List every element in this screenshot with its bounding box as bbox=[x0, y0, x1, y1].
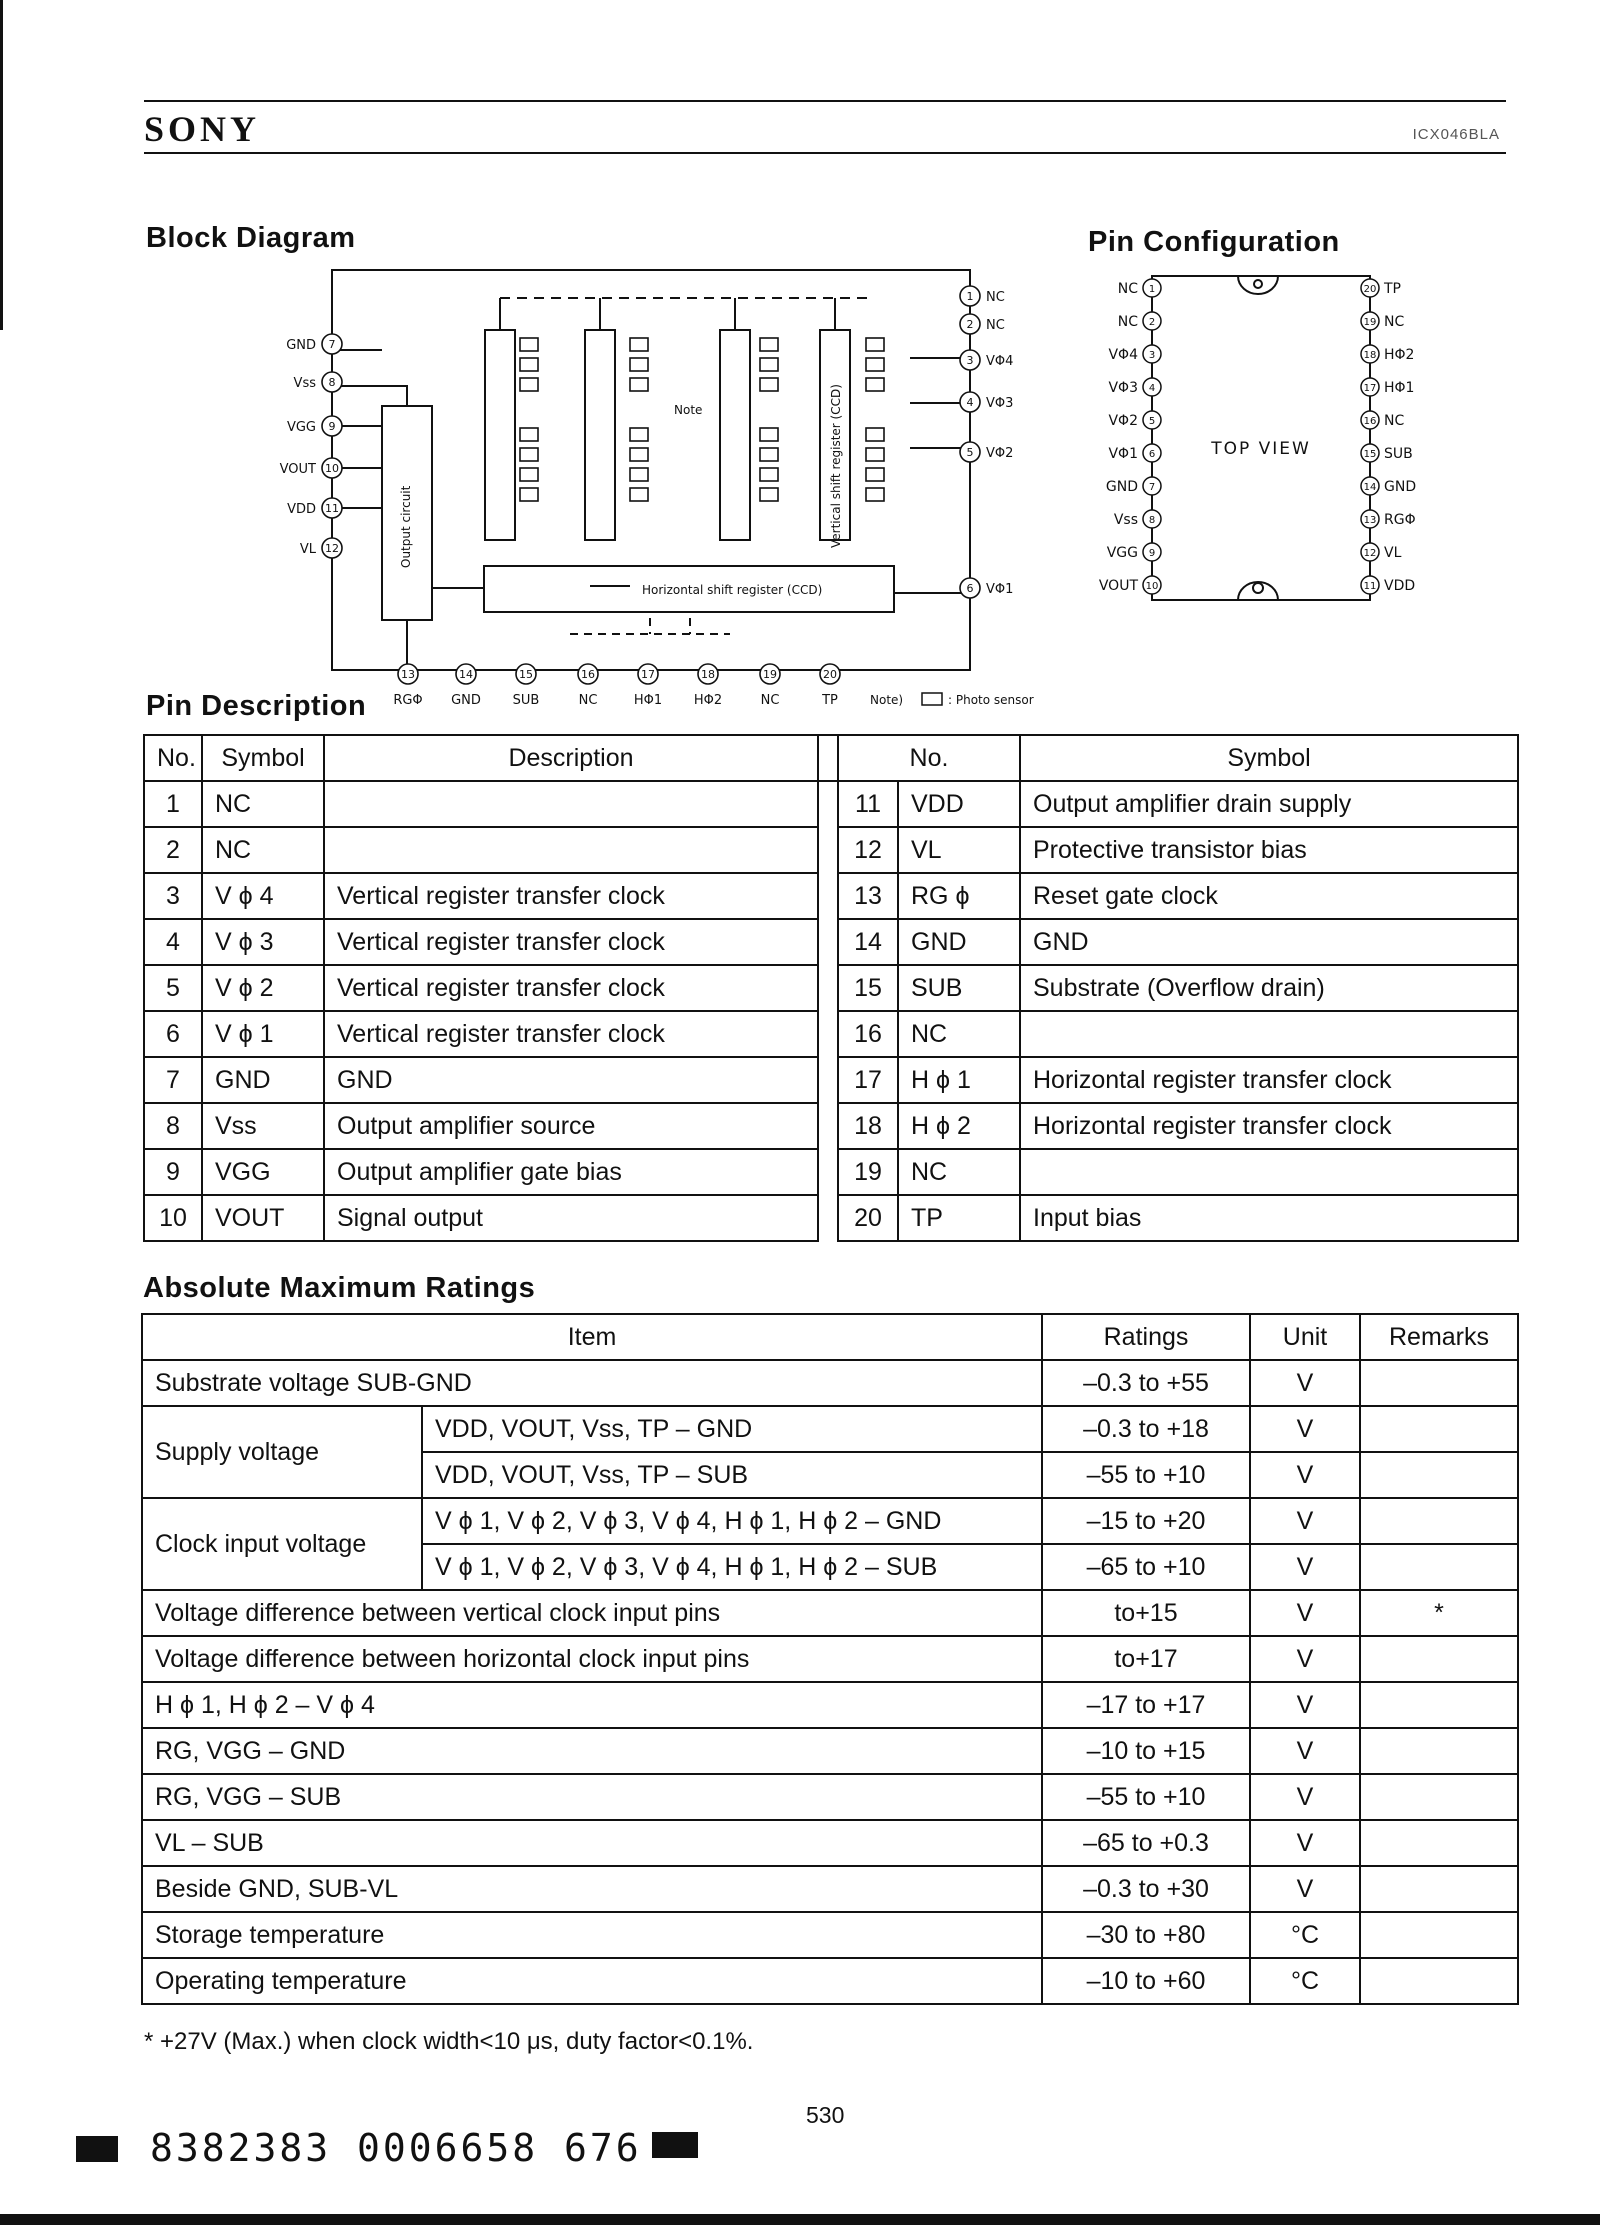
rating-unit: V bbox=[1250, 1590, 1360, 1636]
pin-description: Signal output bbox=[324, 1195, 818, 1241]
rating-row bbox=[142, 1728, 1518, 1774]
rating-item: Operating temperature bbox=[142, 1958, 1042, 2004]
pin-symbol: NC bbox=[898, 1011, 1020, 1057]
rating-row bbox=[142, 1682, 1518, 1728]
column-gap bbox=[818, 1103, 838, 1149]
pin-description: Vertical register transfer clock bbox=[324, 919, 818, 965]
left-edge-mark bbox=[0, 0, 3, 330]
pin-number: 5 bbox=[144, 965, 202, 1011]
rating-row bbox=[142, 1866, 1518, 1912]
rating-row bbox=[142, 1590, 1518, 1636]
pin-symbol: V ϕ 4 bbox=[202, 873, 324, 919]
column-gap bbox=[818, 919, 838, 965]
top-rule bbox=[144, 100, 1506, 102]
pin-symbol: SUB bbox=[898, 965, 1020, 1011]
svg-text:VΦ2: VΦ2 bbox=[986, 446, 1014, 461]
pin-row bbox=[144, 1149, 1518, 1195]
pin-symbol: V ϕ 1 bbox=[202, 1011, 324, 1057]
rating-row bbox=[142, 1912, 1518, 1958]
rating-row bbox=[142, 1820, 1518, 1866]
pin-number: 8 bbox=[144, 1103, 202, 1149]
rating-item: Voltage difference between vertical clock input pins bbox=[142, 1590, 1042, 1636]
svg-text:VL: VL bbox=[299, 542, 316, 557]
pin-configuration-title: Pin Configuration bbox=[1088, 226, 1340, 258]
rating-value: –65 to +10 bbox=[1042, 1544, 1250, 1590]
rating-unit: V bbox=[1250, 1452, 1360, 1498]
column-gap bbox=[818, 781, 838, 827]
svg-text:VΦ2: VΦ2 bbox=[1108, 413, 1138, 429]
rating-unit: V bbox=[1250, 1774, 1360, 1820]
svg-text:NC: NC bbox=[1384, 314, 1405, 330]
svg-text:14: 14 bbox=[459, 668, 473, 681]
svg-text:NC: NC bbox=[986, 290, 1005, 305]
rating-remarks bbox=[1360, 1360, 1518, 1406]
svg-text:7: 7 bbox=[1148, 482, 1156, 493]
pin-description: Horizontal register transfer clock bbox=[1020, 1057, 1518, 1103]
pin-description: Input bias bbox=[1020, 1195, 1518, 1241]
page-number: 530 bbox=[806, 2102, 845, 2128]
rating-unit: V bbox=[1250, 1636, 1360, 1682]
top-view-label: TOP VIEW bbox=[1211, 439, 1311, 459]
svg-text:16: 16 bbox=[1363, 416, 1377, 427]
rating-row bbox=[142, 1958, 1518, 2004]
rating-value: –17 to +17 bbox=[1042, 1682, 1250, 1728]
pin-description-header: No. Symbol Description No. Symbol bbox=[144, 735, 1518, 781]
rating-value: –10 to +15 bbox=[1042, 1728, 1250, 1774]
rating-value: –30 to +80 bbox=[1042, 1912, 1250, 1958]
rating-condition: V ϕ 1, V ϕ 2, V ϕ 3, V ϕ 4, H ϕ 1, H ϕ 2 – SUB bbox=[422, 1544, 1042, 1590]
rating-value: –65 to +0.3 bbox=[1042, 1820, 1250, 1866]
pin-number: 4 bbox=[144, 919, 202, 965]
pin-row bbox=[144, 873, 1518, 919]
horizontal-register-label: Horizontal shift register (CCD) bbox=[642, 583, 823, 597]
rating-row bbox=[142, 1636, 1518, 1682]
svg-text:VΦ3: VΦ3 bbox=[1108, 380, 1138, 396]
svg-text:VGG: VGG bbox=[1106, 545, 1138, 561]
pin-number: 11 bbox=[838, 781, 898, 827]
chip-outline bbox=[1152, 276, 1370, 600]
svg-text:6: 6 bbox=[1148, 449, 1156, 460]
rating-unit: V bbox=[1250, 1406, 1360, 1452]
svg-text:4: 4 bbox=[966, 396, 974, 409]
pin-number: 10 bbox=[144, 1195, 202, 1241]
block-diagram-title: Block Diagram bbox=[146, 222, 356, 254]
column-gap bbox=[818, 1149, 838, 1195]
svg-text:16: 16 bbox=[581, 668, 595, 681]
pin-row bbox=[144, 1103, 1518, 1149]
rating-condition: V ϕ 1, V ϕ 2, V ϕ 3, V ϕ 4, H ϕ 1, H ϕ 2 – GND bbox=[422, 1498, 1042, 1544]
vertical-register-label: Vertical shift register (CCD) bbox=[829, 384, 843, 548]
barcode-number: 8382383 0006658 676 bbox=[150, 2126, 642, 2170]
svg-text:NC: NC bbox=[1117, 281, 1138, 297]
brand-logo: SONY bbox=[144, 109, 261, 149]
svg-text:HΦ1: HΦ1 bbox=[633, 693, 663, 708]
svg-text:11: 11 bbox=[1363, 581, 1377, 592]
pin-row bbox=[144, 1011, 1518, 1057]
rating-value: –55 to +10 bbox=[1042, 1774, 1250, 1820]
svg-text:9: 9 bbox=[1148, 548, 1156, 559]
rating-value: –0.3 to +18 bbox=[1042, 1406, 1250, 1452]
pin-description: Output amplifier drain supply bbox=[1020, 781, 1518, 827]
pin-symbol: RG ϕ bbox=[898, 873, 1020, 919]
rating-value: to+15 bbox=[1042, 1590, 1250, 1636]
rating-unit: °C bbox=[1250, 1958, 1360, 2004]
svg-text:VDD: VDD bbox=[287, 502, 316, 517]
svg-text:15: 15 bbox=[1363, 449, 1377, 460]
pin-number: 14 bbox=[838, 919, 898, 965]
pin-description: Output amplifier gate bias bbox=[324, 1149, 818, 1195]
block-diagram bbox=[270, 258, 1070, 718]
rating-remarks bbox=[1360, 1636, 1518, 1682]
svg-text:19: 19 bbox=[763, 668, 777, 681]
rating-row bbox=[142, 1406, 1518, 1452]
rating-item: Supply voltage bbox=[142, 1406, 422, 1498]
rating-item: H ϕ 1, H ϕ 2 – V ϕ 4 bbox=[142, 1682, 1042, 1728]
svg-text:1: 1 bbox=[1148, 284, 1156, 295]
svg-text:HΦ1: HΦ1 bbox=[1384, 380, 1415, 396]
pin-description-table bbox=[143, 734, 1519, 1242]
svg-text:5: 5 bbox=[1148, 416, 1156, 427]
pin-symbol: GND bbox=[898, 919, 1020, 965]
rating-remarks: * bbox=[1360, 1590, 1518, 1636]
svg-text:VDD: VDD bbox=[1384, 578, 1416, 594]
svg-text:NC: NC bbox=[578, 693, 598, 708]
rating-unit: V bbox=[1250, 1820, 1360, 1866]
rating-remarks bbox=[1360, 1452, 1518, 1498]
bd-pin-gnd: GND bbox=[286, 338, 316, 353]
rating-row bbox=[142, 1498, 1518, 1544]
ratings-title: Absolute Maximum Ratings bbox=[143, 1272, 536, 1304]
rating-unit: V bbox=[1250, 1360, 1360, 1406]
pin-number: 1 bbox=[144, 781, 202, 827]
rating-condition: VDD, VOUT, Vss, TP – SUB bbox=[422, 1452, 1042, 1498]
svg-text:SUB: SUB bbox=[1384, 446, 1413, 462]
ratings-footnote: * +27V (Max.) when clock width<10 μs, duty factor<0.1%. bbox=[144, 2028, 754, 2055]
pin-symbol: VDD bbox=[898, 781, 1020, 827]
pin-number: 17 bbox=[838, 1057, 898, 1103]
pin-number: 15 bbox=[838, 965, 898, 1011]
pin-row bbox=[144, 919, 1518, 965]
svg-text:VGG: VGG bbox=[286, 420, 316, 435]
pin-number: 20 bbox=[838, 1195, 898, 1241]
pin-symbol: VL bbox=[898, 827, 1020, 873]
pin-symbol: V ϕ 3 bbox=[202, 919, 324, 965]
rating-remarks bbox=[1360, 1406, 1518, 1452]
pin-description bbox=[1020, 1011, 1518, 1057]
rating-unit: °C bbox=[1250, 1912, 1360, 1958]
rating-unit: V bbox=[1250, 1866, 1360, 1912]
svg-text:8: 8 bbox=[328, 376, 336, 389]
pin-symbol: VGG bbox=[202, 1149, 324, 1195]
svg-text:7: 7 bbox=[328, 338, 336, 351]
photo-sensor-legend: : Photo sensor bbox=[948, 693, 1034, 707]
pin-description: Output amplifier source bbox=[324, 1103, 818, 1149]
column-gap bbox=[818, 827, 838, 873]
column-gap bbox=[818, 965, 838, 1011]
rating-remarks bbox=[1360, 1820, 1518, 1866]
rating-unit: V bbox=[1250, 1682, 1360, 1728]
pin-number: 12 bbox=[838, 827, 898, 873]
rating-remarks bbox=[1360, 1866, 1518, 1912]
pin-number: 19 bbox=[838, 1149, 898, 1195]
svg-text:TP: TP bbox=[1384, 281, 1401, 297]
svg-text:20: 20 bbox=[1363, 284, 1377, 295]
svg-text:VΦ3: VΦ3 bbox=[986, 396, 1014, 411]
output-circuit-label: Output circuit bbox=[399, 485, 413, 568]
pin-symbol: NC bbox=[898, 1149, 1020, 1195]
barcode-mark-left bbox=[76, 2136, 118, 2162]
ratings-table bbox=[141, 1313, 1519, 2005]
rating-value: to+17 bbox=[1042, 1636, 1250, 1682]
rating-row bbox=[142, 1360, 1518, 1406]
pin-description bbox=[1020, 1149, 1518, 1195]
svg-text:3: 3 bbox=[966, 354, 974, 367]
svg-text:Vss: Vss bbox=[1113, 512, 1138, 528]
part-number: ICX046BLA bbox=[1412, 126, 1500, 143]
rating-remarks bbox=[1360, 1774, 1518, 1820]
svg-text:1: 1 bbox=[966, 290, 974, 303]
svg-text:SUB: SUB bbox=[512, 693, 540, 708]
rating-value: –15 to +20 bbox=[1042, 1498, 1250, 1544]
pin-description: Vertical register transfer clock bbox=[324, 965, 818, 1011]
svg-text:NC: NC bbox=[760, 693, 780, 708]
pin-description: Horizontal register transfer clock bbox=[1020, 1103, 1518, 1149]
bottom-rule bbox=[0, 2214, 1600, 2225]
svg-text:2: 2 bbox=[1148, 317, 1156, 328]
rating-item: Substrate voltage SUB-GND bbox=[142, 1360, 1042, 1406]
svg-text:11: 11 bbox=[325, 502, 339, 515]
svg-text:RGΦ: RGΦ bbox=[1384, 512, 1416, 528]
pin-row bbox=[144, 965, 1518, 1011]
pin-symbol: TP bbox=[898, 1195, 1020, 1241]
svg-text:NC: NC bbox=[1117, 314, 1138, 330]
ratings-header: Item Ratings Unit Remarks bbox=[142, 1314, 1518, 1360]
pin-symbol: H ϕ 2 bbox=[898, 1103, 1020, 1149]
rating-unit: V bbox=[1250, 1498, 1360, 1544]
pin-symbol: NC bbox=[202, 827, 324, 873]
pin-description: GND bbox=[324, 1057, 818, 1103]
svg-text:VOUT: VOUT bbox=[1098, 578, 1138, 594]
svg-text:12: 12 bbox=[325, 542, 339, 555]
svg-text:4: 4 bbox=[1148, 383, 1156, 394]
svg-text:VΦ1: VΦ1 bbox=[1108, 446, 1138, 462]
rating-remarks bbox=[1360, 1728, 1518, 1774]
rating-remarks bbox=[1360, 1498, 1518, 1544]
svg-text:19: 19 bbox=[1363, 317, 1377, 328]
header-rule bbox=[144, 152, 1506, 154]
pin-description: GND bbox=[1020, 919, 1518, 965]
svg-text:GND: GND bbox=[451, 693, 481, 708]
column-gap bbox=[818, 873, 838, 919]
pin-description: Vertical register transfer clock bbox=[324, 873, 818, 919]
note-marker: Note) bbox=[870, 693, 904, 707]
pin-row bbox=[144, 1057, 1518, 1103]
svg-text:VOUT: VOUT bbox=[279, 462, 316, 477]
svg-text:15: 15 bbox=[519, 668, 533, 681]
vertical-register-3 bbox=[720, 330, 750, 540]
pin-symbol: Vss bbox=[202, 1103, 324, 1149]
rating-value: –0.3 to +30 bbox=[1042, 1866, 1250, 1912]
pin-number: 3 bbox=[144, 873, 202, 919]
svg-text:17: 17 bbox=[1363, 383, 1377, 394]
svg-text:13: 13 bbox=[1363, 515, 1377, 526]
rating-item: RG, VGG – SUB bbox=[142, 1774, 1042, 1820]
svg-text:Vss: Vss bbox=[293, 376, 316, 391]
svg-text:GND: GND bbox=[1384, 479, 1417, 495]
rating-remarks bbox=[1360, 1958, 1518, 2004]
svg-text:GND: GND bbox=[1105, 479, 1138, 495]
rating-item: Beside GND, SUB-VL bbox=[142, 1866, 1042, 1912]
pin-number: 2 bbox=[144, 827, 202, 873]
svg-text:VL: VL bbox=[1384, 545, 1402, 561]
svg-text:HΦ2: HΦ2 bbox=[1384, 347, 1415, 363]
rating-item: Voltage difference between horizontal clock input pins bbox=[142, 1636, 1042, 1682]
svg-text:NC: NC bbox=[1384, 413, 1405, 429]
pin-description-title: Pin Description bbox=[146, 690, 367, 722]
svg-text:14: 14 bbox=[1363, 482, 1377, 493]
pin-description: Vertical register transfer clock bbox=[324, 1011, 818, 1057]
svg-text:18: 18 bbox=[701, 668, 715, 681]
pin-number: 9 bbox=[144, 1149, 202, 1195]
pin-row bbox=[144, 1195, 1518, 1241]
rating-item: Clock input voltage bbox=[142, 1498, 422, 1590]
svg-text:10: 10 bbox=[1145, 581, 1159, 592]
vertical-register-2 bbox=[585, 330, 615, 540]
pin-number: 6 bbox=[144, 1011, 202, 1057]
pin-row bbox=[144, 827, 1518, 873]
pin-description bbox=[324, 781, 818, 827]
svg-text:VΦ1: VΦ1 bbox=[986, 582, 1014, 597]
pin-symbol: GND bbox=[202, 1057, 324, 1103]
rating-unit: V bbox=[1250, 1728, 1360, 1774]
pin-number: 16 bbox=[838, 1011, 898, 1057]
svg-text:VΦ4: VΦ4 bbox=[986, 354, 1014, 369]
column-gap bbox=[818, 1011, 838, 1057]
rating-unit: V bbox=[1250, 1544, 1360, 1590]
pin-description: Reset gate clock bbox=[1020, 873, 1518, 919]
rating-value: –0.3 to +55 bbox=[1042, 1360, 1250, 1406]
pin-row bbox=[144, 781, 1518, 827]
svg-text:3: 3 bbox=[1148, 350, 1156, 361]
rating-value: –10 to +60 bbox=[1042, 1958, 1250, 2004]
svg-text:RGΦ: RGΦ bbox=[393, 693, 423, 708]
rating-item: VL – SUB bbox=[142, 1820, 1042, 1866]
pin-number: 18 bbox=[838, 1103, 898, 1149]
pin-configuration-diagram bbox=[1080, 268, 1460, 618]
svg-text:8: 8 bbox=[1148, 515, 1156, 526]
pin-symbol: NC bbox=[202, 781, 324, 827]
svg-text:17: 17 bbox=[641, 668, 655, 681]
svg-text:NC: NC bbox=[986, 318, 1005, 333]
svg-text:2: 2 bbox=[966, 318, 974, 331]
rating-item: RG, VGG – GND bbox=[142, 1728, 1042, 1774]
rating-row bbox=[142, 1774, 1518, 1820]
pin-number: 13 bbox=[838, 873, 898, 919]
svg-text:VΦ4: VΦ4 bbox=[1108, 347, 1138, 363]
pin-description bbox=[324, 827, 818, 873]
column-gap bbox=[818, 1057, 838, 1103]
pin-number: 7 bbox=[144, 1057, 202, 1103]
svg-text:5: 5 bbox=[966, 446, 974, 459]
note-label: Note bbox=[674, 403, 703, 417]
vertical-register-1 bbox=[485, 330, 515, 540]
svg-text:10: 10 bbox=[325, 462, 339, 475]
svg-text:HΦ2: HΦ2 bbox=[693, 693, 723, 708]
svg-text:12: 12 bbox=[1363, 548, 1377, 559]
rating-remarks bbox=[1360, 1912, 1518, 1958]
svg-text:18: 18 bbox=[1363, 350, 1377, 361]
rating-value: –55 to +10 bbox=[1042, 1452, 1250, 1498]
pin-symbol: V ϕ 2 bbox=[202, 965, 324, 1011]
column-gap bbox=[818, 1195, 838, 1241]
rating-item: Storage temperature bbox=[142, 1912, 1042, 1958]
rating-remarks bbox=[1360, 1682, 1518, 1728]
pin-symbol: VOUT bbox=[202, 1195, 324, 1241]
pin-description: Protective transistor bias bbox=[1020, 827, 1518, 873]
pin-symbol: H ϕ 1 bbox=[898, 1057, 1020, 1103]
pin-description: Substrate (Overflow drain) bbox=[1020, 965, 1518, 1011]
svg-text:20: 20 bbox=[823, 668, 837, 681]
rating-remarks bbox=[1360, 1544, 1518, 1590]
svg-text:13: 13 bbox=[401, 668, 415, 681]
barcode-mark-right bbox=[652, 2132, 698, 2158]
svg-text:9: 9 bbox=[328, 420, 336, 433]
svg-text:6: 6 bbox=[966, 582, 974, 595]
svg-text:TP: TP bbox=[822, 693, 838, 708]
rating-condition: VDD, VOUT, Vss, TP – GND bbox=[422, 1406, 1042, 1452]
